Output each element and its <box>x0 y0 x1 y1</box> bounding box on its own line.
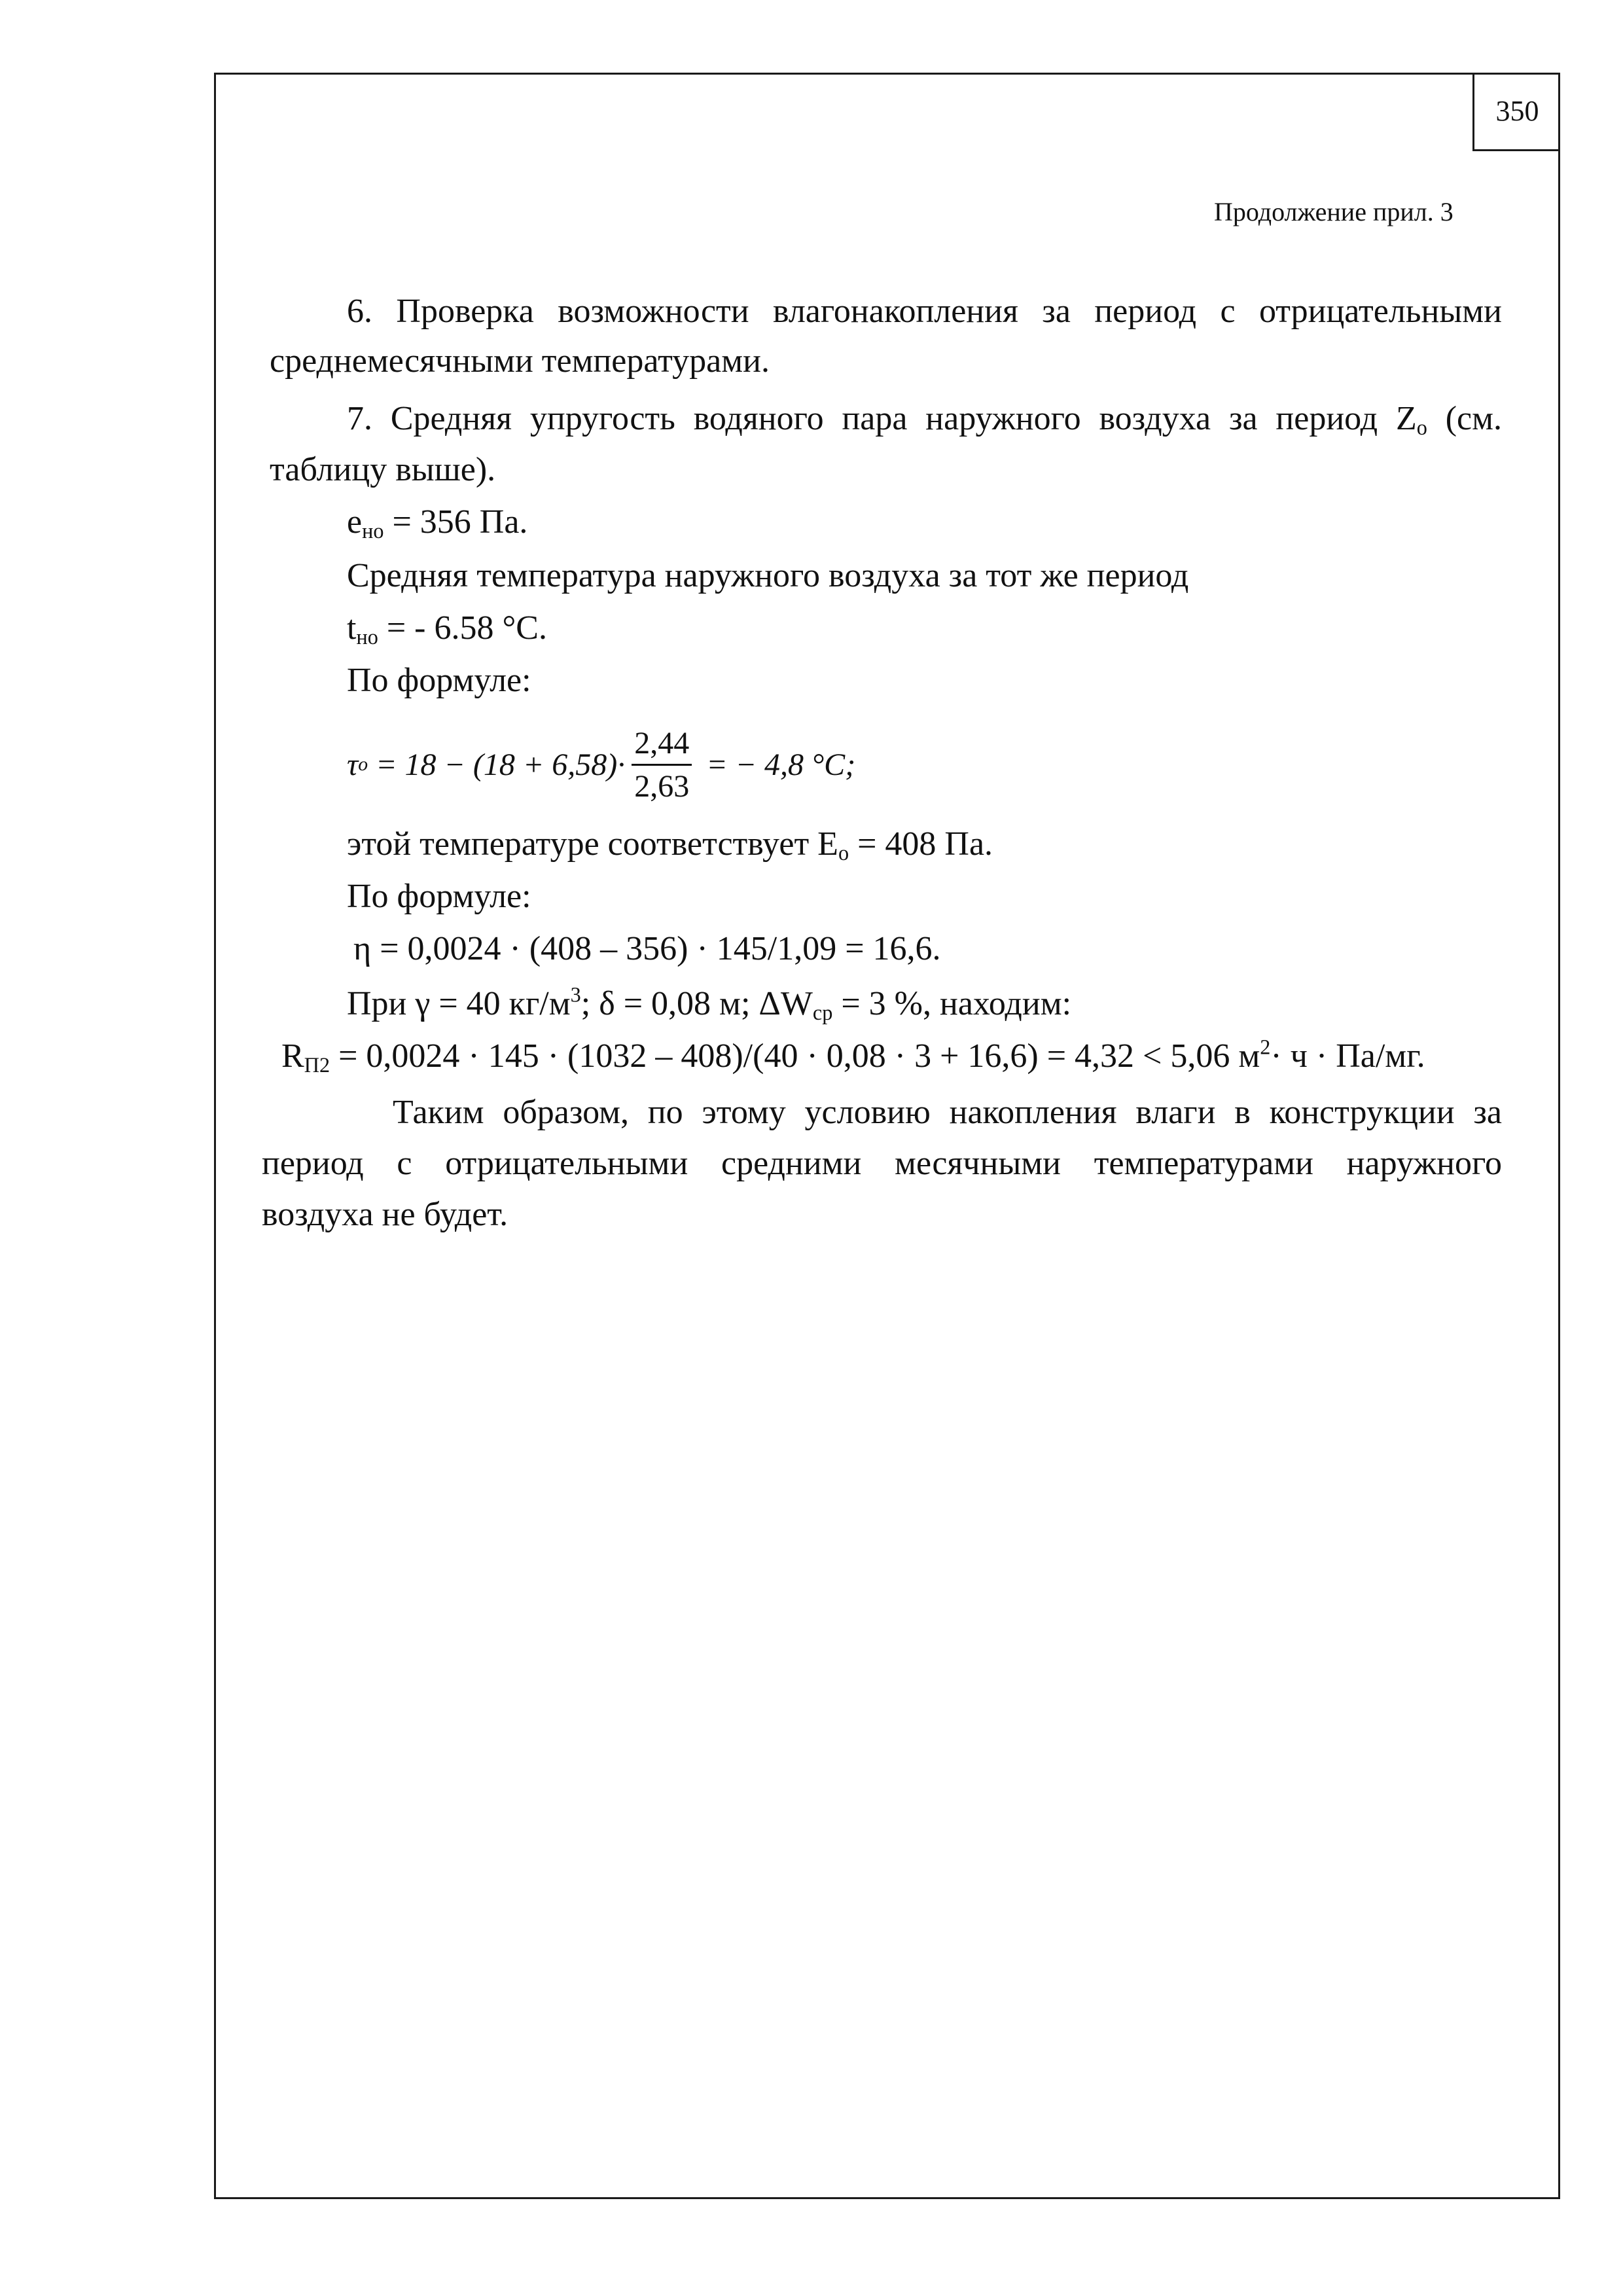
e-no-line <box>347 503 528 543</box>
t-no-symbol: t <box>347 609 357 647</box>
E0-text: этой температуре соответствует Е <box>347 825 838 863</box>
conclusion-line1: Таким образом, по этому условию накопления влаги в конструкции за <box>393 1094 1502 1131</box>
R-sup: 2 <box>1260 1035 1271 1059</box>
conditions-line <box>347 982 1072 1025</box>
conditions-part1: При γ = 40 кг/м <box>347 985 571 1022</box>
R-symbol: R <box>281 1037 304 1075</box>
tau-middle: = 18 − (18 + 6,58)· <box>368 747 626 782</box>
t-no-line <box>347 609 547 649</box>
t-no-sub: но <box>356 625 378 649</box>
e-no-value: = 356 Па. <box>383 503 528 541</box>
t-no-value: = - 6.58 °С. <box>378 609 547 647</box>
e-no-sub: но <box>362 519 384 543</box>
E0-tail: = 408 Па. <box>849 825 993 863</box>
R-line <box>281 1035 1425 1077</box>
R-sub: П2 <box>304 1053 330 1077</box>
page-number-text: 350 <box>1495 95 1539 127</box>
conclusion-line3: воздуха не будет. <box>262 1196 508 1233</box>
E0-sub: о <box>838 841 849 865</box>
E0-line <box>347 825 993 865</box>
para7-text: 7. Средняя упругость водяного пара наружного воздуха за период Z <box>347 400 1417 437</box>
R-part1: = 0,0024 · 145 · (1032 – 408)/(40 · 0,08 · 3 + 16,6) = 4,32 < 5,06 м <box>330 1037 1260 1075</box>
tau-rhs: = − 4,8 °C; <box>698 747 856 782</box>
tau-fraction <box>632 725 692 804</box>
eta-line: η = 0,0024 · (408 – 356) · 145/1,09 = 16,6. <box>353 930 941 967</box>
para7-tail: (см. <box>1427 400 1503 437</box>
para7-sub: о <box>1416 416 1427 440</box>
page-number <box>1472 73 1560 151</box>
e-no-symbol: e <box>347 503 363 541</box>
tau-symbol: τ <box>347 747 359 782</box>
para7-line2: таблицу выше). <box>270 451 496 488</box>
header-continuation: Продолжение прил. 3 <box>1214 197 1454 226</box>
conditions-sup: 3 <box>570 982 581 1007</box>
para7-line1 <box>347 400 1503 440</box>
avg-temp-label: Средняя температура наружного воздуха за тот же период <box>347 557 1189 594</box>
by-formula-1: По формуле: <box>347 662 531 699</box>
para6-line1: 6. Проверка возможности влагонакопления за период с отрицательными <box>347 293 1502 330</box>
conditions-sub: ср <box>812 1001 833 1025</box>
by-formula-2: По формуле: <box>347 878 531 915</box>
para6-line2: среднемесячными температурами. <box>270 342 770 380</box>
tau-denominator: 2,63 <box>634 768 690 804</box>
page-frame <box>214 73 1560 2199</box>
R-part2: · ч · Па/мг. <box>1270 1037 1425 1075</box>
conditions-part3: = 3 %, находим: <box>832 985 1072 1022</box>
conditions-part2: ; δ = 0,08 м; ΔW <box>580 985 813 1022</box>
conclusion-line2: период с отрицательными средними месячными температурами наружного <box>262 1145 1502 1182</box>
tau-formula: τ o = 18 − (18 + 6,58)· $\frac{2,44}{2,63}$ = − 4,8 °C; <box>347 725 856 804</box>
tau-numerator: 2,44 <box>632 725 692 766</box>
